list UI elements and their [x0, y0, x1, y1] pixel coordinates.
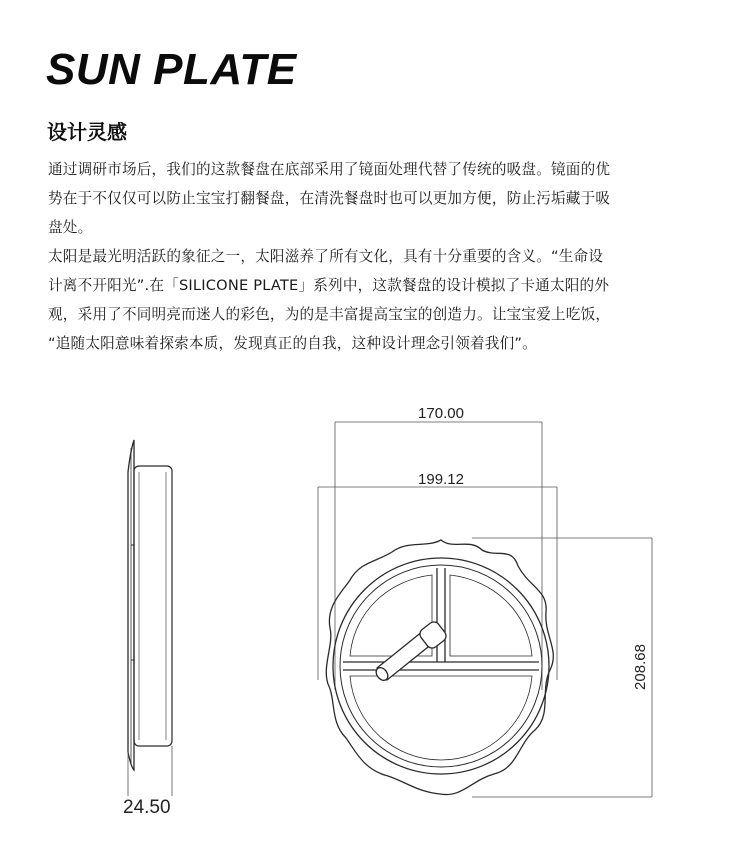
height-dimension-label: 208.68 — [632, 644, 649, 690]
paragraph-line: 太阳是最光明活跃的象征之一，太阳滋养了所有文化，具有十分重要的含义。“生命设 — [48, 248, 604, 265]
front-view-compartment-lower — [350, 676, 532, 760]
front-view-sun-outline — [326, 540, 553, 795]
outer-width-dimension-label: 199.12 — [418, 471, 464, 488]
paragraph-line: 观，采用了不同明亮而迷人的彩色，为的是丰富提高宝宝的创造力。让宝宝爱上吃饭， — [48, 306, 611, 323]
section-heading-design-inspiration: 设计灵感 — [47, 120, 127, 144]
page-title: SUN PLATE — [46, 45, 297, 94]
paragraph-line: 计离不开阳光”.在「SILICONE PLATE」系列中，这款餐盘的设计模拟了卡通太阳的外 — [48, 277, 610, 294]
front-view-rim-outer — [333, 558, 549, 774]
front-view-rim-inner — [340, 565, 542, 767]
paragraph-line: 势在于不仅仅可以防止宝宝打翻餐盘，在清洗餐盘时也可以更加方便，防止污垢藏于吸 — [48, 190, 611, 207]
inner-width-dimension-label: 170.00 — [418, 405, 464, 422]
paragraph-line: 通过调研市场后，我们的这款餐盘在底部采用了镜面处理代替了传统的吸盘。镜面的优 — [48, 161, 611, 178]
side-view — [128, 440, 172, 770]
paragraph-line: 盘处。 — [48, 219, 93, 236]
thickness-dimension-label: 24.50 — [123, 797, 171, 818]
front-view — [326, 540, 553, 795]
front-view-compartment-upper-right — [450, 575, 532, 656]
paragraph-line: “追随太阳意味着探索本质，发现真正的自我，这种设计理念引领着我们”。 — [48, 335, 537, 352]
